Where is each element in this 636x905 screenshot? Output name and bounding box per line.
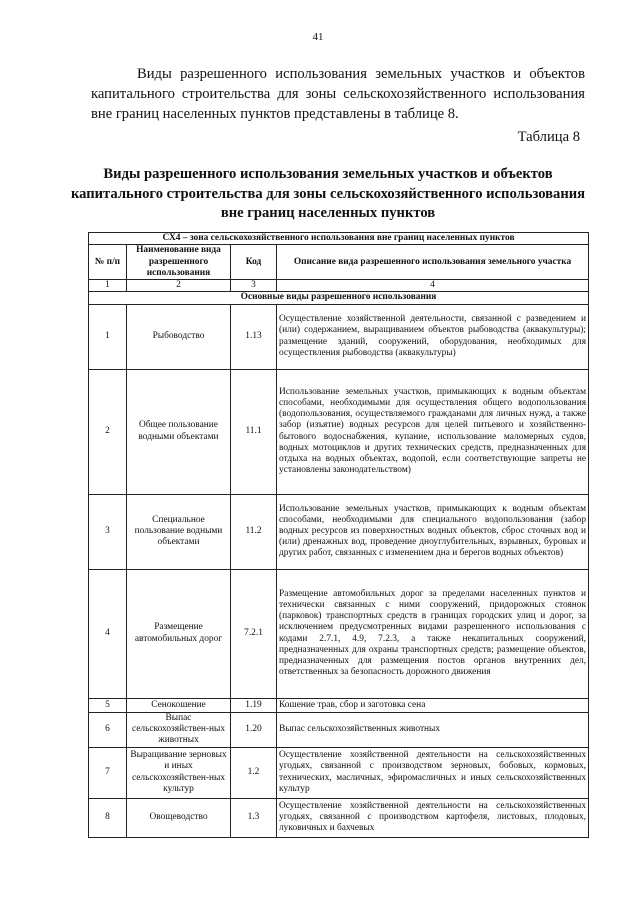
row-code: 1.2 xyxy=(231,747,277,798)
row-number: 7 xyxy=(89,747,127,798)
section-title: Основные виды разрешенного использования xyxy=(89,292,589,304)
row-number: 8 xyxy=(89,798,127,837)
intro-paragraph: Виды разрешенного использования земельных участков и объектов капитального строительства для зоны сельскохозяйственного использования вне границ населенных пунктов представлены в таблице 8. xyxy=(91,66,585,122)
row-description: Кошение трав, сбор и заготовка сена xyxy=(277,698,589,712)
column-number: 1 xyxy=(89,280,127,292)
land-use-table xyxy=(88,232,589,838)
column-number: 3 xyxy=(231,280,277,292)
table-row xyxy=(89,304,589,369)
row-name: Выпас сельскохозяйствен-ных животных xyxy=(127,712,231,747)
row-name: Овощеводство xyxy=(127,798,231,837)
table-row xyxy=(89,747,589,798)
table-label: Таблица 8 xyxy=(517,129,580,145)
row-description: Осуществление хозяйственной деятельности на сельскохозяйственных угодьях, связанной с производством зерновых, бобовых, кормовых, технических, масличных, эфиромасличных и иных сельскохозяйственных культур xyxy=(277,747,589,798)
row-description: Осуществление хозяйственной деятельности на сельскохозяйственных угодьях, связанной с производством картофеля, листовых, плодовых, луковичных и бахчевых xyxy=(277,798,589,837)
row-code: 1.3 xyxy=(231,798,277,837)
column-number-row xyxy=(89,280,589,292)
row-name: Рыбоводство xyxy=(127,304,231,369)
header-name: Наименование вида разрешенного использования xyxy=(127,245,231,280)
column-number: 4 xyxy=(277,280,589,292)
row-description: Осуществление хозяйственной деятельности, связанной с разведением и (или) содержанием, выращиванием объектов рыбоводства (аквакультуры); размещение зданий, сооружений, оборудования, необходимых для осуществления рыбоводства (аквакультуры) xyxy=(277,304,589,369)
row-code: 11.1 xyxy=(231,369,277,494)
zone-header: СХ4 – зона сельскохозяйственного использования вне границ населенных пунктов xyxy=(89,233,589,245)
table-row xyxy=(89,369,589,494)
page-number: 41 xyxy=(312,31,324,43)
row-name: Размещение автомобильных дорог xyxy=(127,569,231,698)
row-code: 7.2.1 xyxy=(231,569,277,698)
table-row xyxy=(89,494,589,569)
row-description: Использование земельных участков, примыкающих к водным объектам способами, необходимыми для осуществления общего водопользования (водопользования, осуществляемого гражданами для личных нужд, а также забор (изъятие) водных ресурсов для целей питьевого и хозяйственно-бытового водоснабжения, купание, использование маломерных судов, водных мотоциклов и других технических средств, предназначенных для отдыха на водных объектах, водопой, если соответствующие запреты не установлены законодательством) xyxy=(277,369,589,494)
column-header-row xyxy=(89,245,589,280)
table-row xyxy=(89,698,589,712)
header-desc: Описание вида разрешенного использования земельного участка xyxy=(277,245,589,280)
row-code: 1.20 xyxy=(231,712,277,747)
table-row xyxy=(89,712,589,747)
table-title: Виды разрешенного использования земельных участков и объектов капитального строительства для зоны сельскохозяйственного использования вне границ населенных пунктов xyxy=(70,166,586,221)
row-number: 6 xyxy=(89,712,127,747)
zone-header-row xyxy=(89,233,589,245)
row-number: 1 xyxy=(89,304,127,369)
section-row xyxy=(89,292,589,304)
row-name: Общее пользование водными объектами xyxy=(127,369,231,494)
row-name: Выращивание зерновых и иных сельскохозяйствен-ных культур xyxy=(127,747,231,798)
header-code: Код xyxy=(231,245,277,280)
row-number: 2 xyxy=(89,369,127,494)
row-description: Размещение автомобильных дорог за пределами населенных пунктов и технически связанных с ними сооружений, придорожных стоянок (парковок) транспортных средств в границах городских улиц и дорог, за исключением предусмотренных видами разрешенного использования с кодами 2.7.1, 4.9, 7.2.3, а также некапитальных сооружений, предназначенных для охраны транспортных средств; размещение объектов, предназначенных для размещения постов органов внутренних дел, ответственных за безопасность дорожного движения xyxy=(277,569,589,698)
row-name: Сенокошение xyxy=(127,698,231,712)
header-num: № п/п xyxy=(89,245,127,280)
row-description: Выпас сельскохозяйственных животных xyxy=(277,712,589,747)
row-number: 3 xyxy=(89,494,127,569)
row-number: 4 xyxy=(89,569,127,698)
row-code: 1.19 xyxy=(231,698,277,712)
row-name: Специальное пользование водными объектами xyxy=(127,494,231,569)
table-row xyxy=(89,569,589,698)
row-number: 5 xyxy=(89,698,127,712)
table-row xyxy=(89,798,589,837)
row-description: Использование земельных участков, примыкающих к водным объектам способами, необходимыми для специального водопользования (забор водных ресурсов из поверхностных водных объектов, сброс сточных вод и (или) дренажных вод, проведение дноуглубительных, взрывных, буровых и других работ, связанных с изменением дна и берегов водных объектов) xyxy=(277,494,589,569)
row-code: 11.2 xyxy=(231,494,277,569)
row-code: 1.13 xyxy=(231,304,277,369)
column-number: 2 xyxy=(127,280,231,292)
